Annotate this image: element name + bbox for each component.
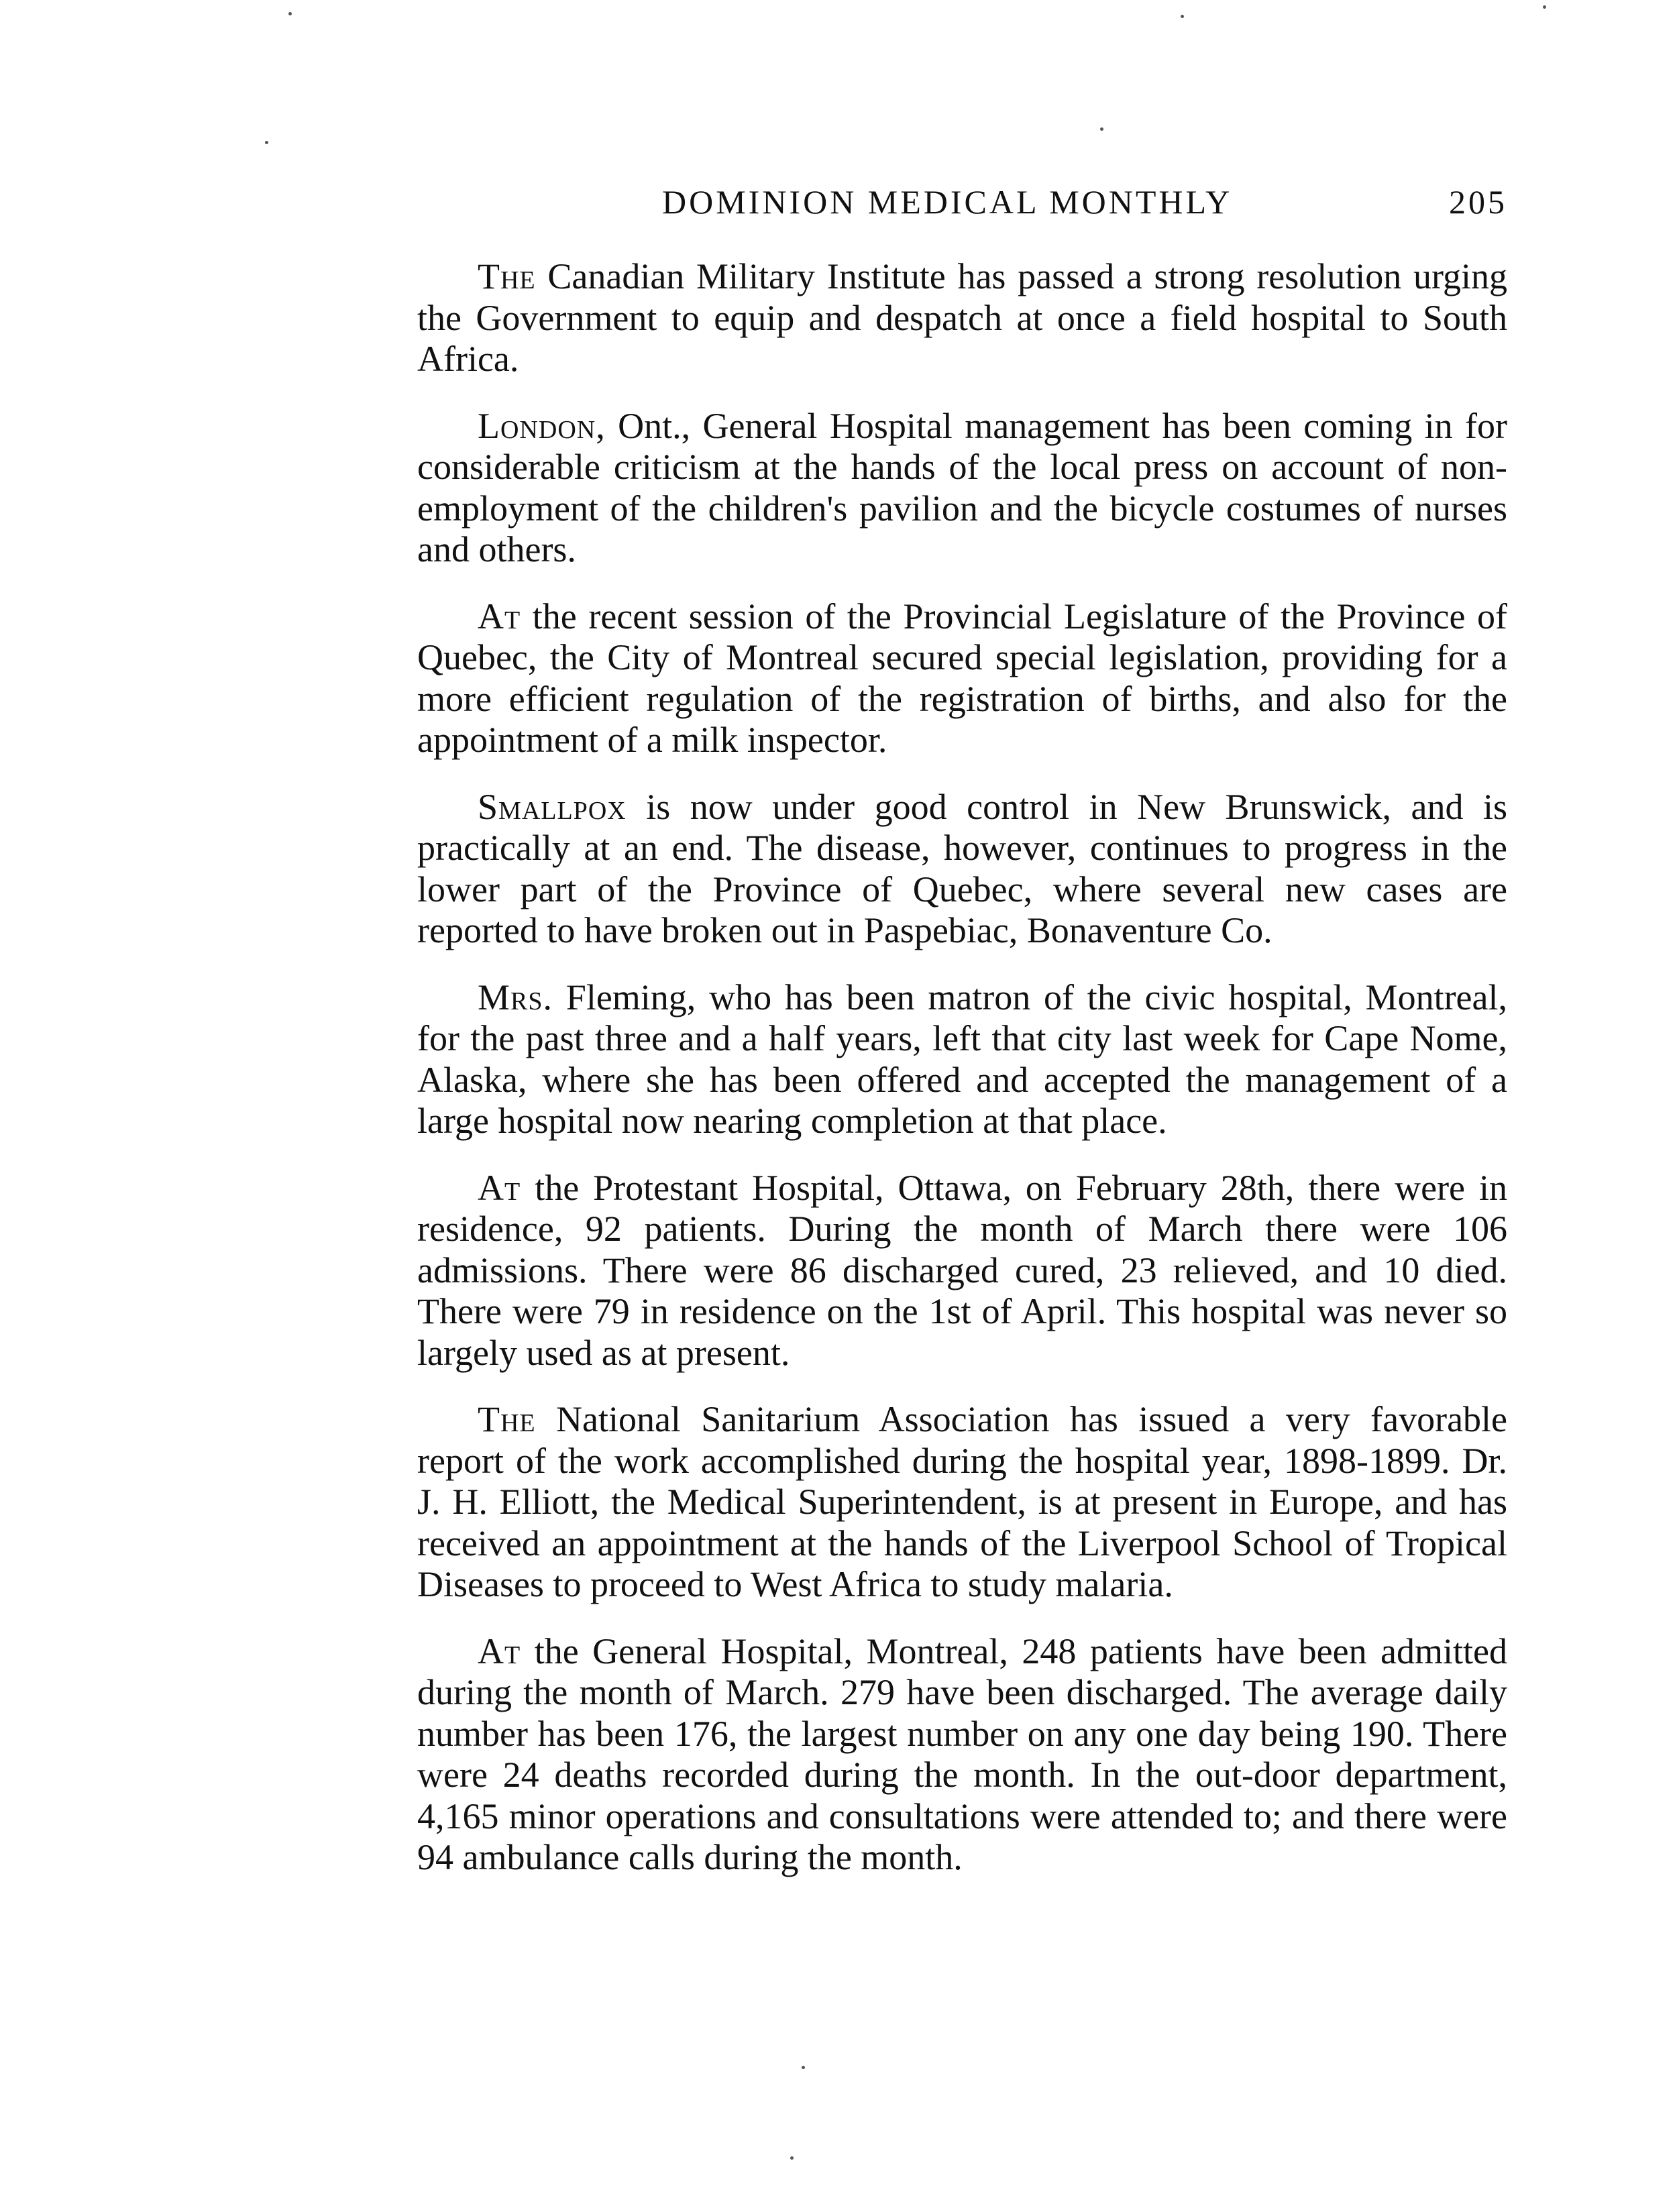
news-item (417, 406, 1507, 571)
scan-speck (790, 2156, 794, 2160)
scan-speck (1543, 5, 1546, 9)
item-lead: At (478, 1630, 521, 1671)
running-title: DOMINION MEDICAL MONTHLY (662, 183, 1233, 221)
document-page (417, 182, 1507, 1904)
news-item (417, 1399, 1507, 1606)
page-number: 205 (1449, 183, 1507, 221)
item-lead: At (478, 596, 521, 637)
scan-speck (802, 2066, 805, 2069)
item-text: National Sanitarium Association has issued a very favorable report of the work accomplished during the hospital year, 1898-1899. Dr. J. H. Elliott, the Medical Superintendent, is at present in Europe, and has received an appointment at the hands of the Liverpool School of Tropical Diseases to proceed to West Africa to study malaria. (417, 1399, 1508, 1604)
scan-speck (288, 12, 292, 15)
scan-speck (1100, 127, 1103, 131)
news-item (417, 256, 1507, 380)
news-item (417, 596, 1507, 761)
item-text: Ont., General Hospital management has been coming in for considerable criticism at the hands of the local press on account of non-employment of the children's pavilion and the bicycle costumes of nurses and others. (417, 405, 1508, 569)
item-text: the Protestant Hospital, Ottawa, on February 28th, there were in residence, 92 patients. During the month of March there were 106 admissions. There were 86 discharged cured, 23 relieved, and 10 died. There were 79 in residence on the 1st of April. This hospital was never so largely used as at present. (417, 1167, 1507, 1373)
scan-speck (1181, 15, 1184, 18)
scan-speck (265, 141, 268, 144)
news-item (417, 787, 1507, 952)
news-item (417, 977, 1507, 1142)
news-item (417, 1631, 1507, 1879)
item-text: the General Hospital, Montreal, 248 patients have been admitted during the month of March. 279 have been discharged. The average daily number has been 176, the largest number on any one day being 190. There were 24 deaths recorded during the month. In the out-door department, 4,165 minor operations and consultations were attended to; and there were 94 ambulance calls during the month. (417, 1630, 1507, 1877)
item-text: the recent session of the Provincial Legislature of the Province of Quebec, the City of Montreal secured special legislation, providing for a more efficient regulation of the registration of births, and also for the appointment of a milk inspector. (417, 596, 1508, 760)
item-lead: Smallpox (478, 786, 627, 827)
item-text: Fleming, who has been matron of the civic hospital, Montreal, for the past three and a half years, left that city last week for Cape Nome, Alaska, where she has been offered and accepted the management of a large hospital now nearing completion at that place. (417, 977, 1507, 1141)
item-lead: The (478, 1399, 536, 1439)
running-head (417, 182, 1507, 229)
item-text: Canadian Military Institute has passed a strong resolution urging the Government to equip and despatch at once a field hospital to South Africa. (417, 256, 1507, 379)
item-lead: At (478, 1167, 521, 1208)
item-lead: London, (478, 405, 606, 446)
item-lead: The (478, 256, 536, 296)
item-lead: Mrs. (478, 977, 553, 1017)
item-text: is now under good control in New Brunswick, and is practically at an end. The disease, however, continues to progress in the lower part of the Province of Quebec, where several new cases are reported to have broken out in Paspebiac, Bonaventure Co. (417, 786, 1508, 950)
news-item (417, 1168, 1507, 1374)
